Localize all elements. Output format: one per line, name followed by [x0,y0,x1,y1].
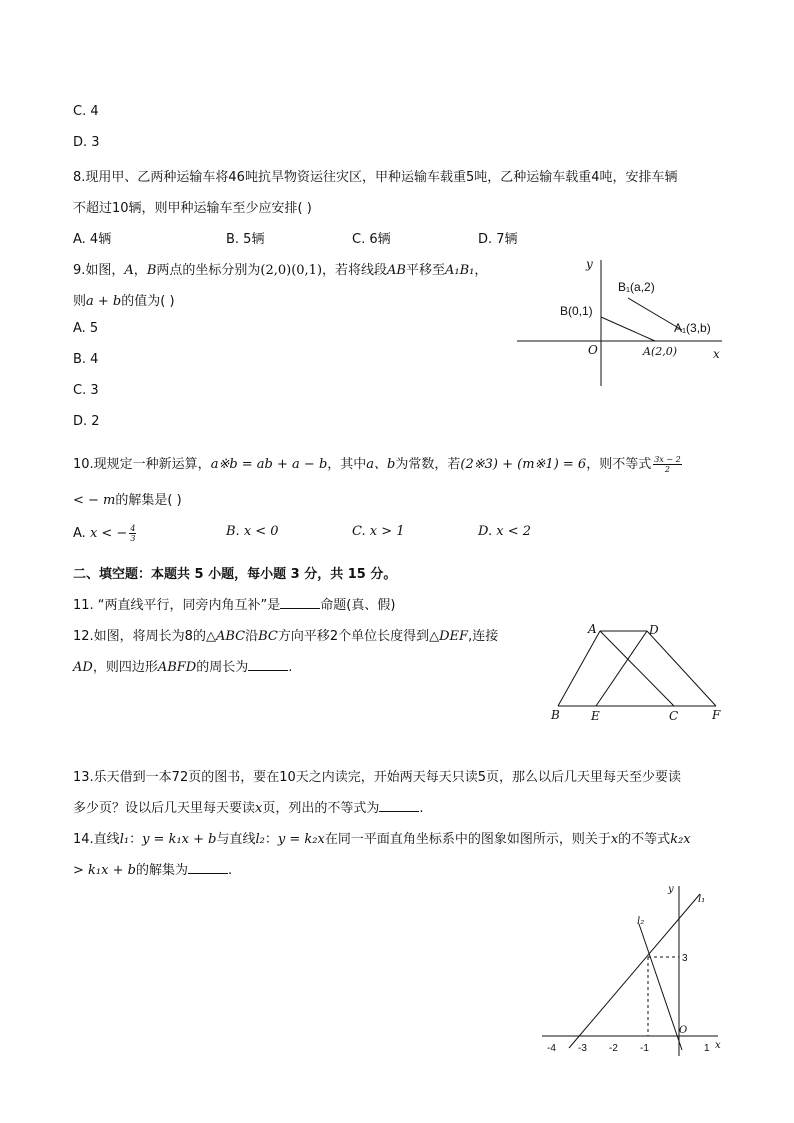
q12-quadrilateral: ABFD [157,660,197,675]
q9-point-a: A [124,263,134,278]
q14-text: 的不等式 [618,832,671,847]
q12-stem-line2 [73,656,292,675]
q9-text: ， [474,263,488,278]
q12-segment-ad: AD [73,660,93,675]
q14-line-l2-graph [639,924,682,1050]
q10-condition: (2※3) + (m※1) = 6 [460,457,587,472]
q9-text: ，若将线段 [322,263,388,278]
q12-text: ,连接 [468,629,499,644]
q14-line-l1: l₁ [119,832,130,847]
q14-answer-blank[interactable] [188,861,228,874]
q9-segment-a1b1: A₁B₁ [445,263,475,278]
q9-option-a: A. 5 [73,321,99,336]
q14-text: ： [129,832,143,847]
q13-stem-line2 [73,797,424,816]
q9-text: 的值为( ) [121,294,175,309]
q14-tick-1: 1 [704,1043,710,1054]
q10-text: 的解集是( ) [115,493,182,508]
q10-stem-line2 [73,489,182,508]
q14-inequality-rhs: > k₁x + b [73,863,136,878]
q10-text: 为常数，若 [395,457,461,472]
q12-segment-bc: BC [258,629,278,644]
q9-figure [510,252,730,390]
q10-constants: a、b [366,457,396,472]
q14-tick-neg3: -3 [578,1043,587,1054]
q9-expression: a + b [86,294,122,309]
q9-point-b: B [146,263,157,278]
q14-text: 的解集为 [135,863,188,878]
q9-text: 则 [73,294,87,309]
q12-label-c: C [669,709,679,723]
q12-text: ，则四边形 [92,660,158,675]
q12-label-f: F [712,708,721,722]
q10-option-a-fraction [129,524,136,543]
q12-triangle-abc: △ABC [205,629,246,644]
q10-inequality-rhs: < − m [73,493,116,508]
q12-stem-line1 [73,625,498,644]
q10-definition: a※b = ab + a − b [210,457,328,472]
q14-inequality-lhs: k₂x [670,832,691,847]
q9-label-b: B(0,1) [560,304,593,318]
q12-text: 12.如图，将周长为8的 [73,629,206,644]
q14-text: 在同一平面直角坐标系中的图象如图所示，则关于 [324,832,611,847]
q10-option-a-expr: x < − [89,526,128,541]
q8-option-a: A. 4辆 [73,232,112,247]
q7-option-c: C. 4 [73,104,99,119]
q12-triangle-def: △DEF [429,629,469,644]
q14-y-axis-label: y [668,884,674,895]
q9-segment-ab: AB [387,263,406,278]
q10-fraction [653,455,681,474]
q9-option-c: C. 3 [73,383,99,398]
q14-text: ： [264,832,278,847]
q9-stem-line2 [73,290,175,309]
q10-text: ，其中 [327,457,367,472]
q10-stem-line1 [73,453,684,474]
q11-answer-blank[interactable] [280,596,320,609]
q8-stem-line2: 不超过10辆，则甲种运输车至少应安排( ) [73,201,312,216]
q14-tick-neg2: -2 [609,1043,618,1054]
q13-answer-blank[interactable] [379,799,419,812]
q9-text: ， [133,263,147,278]
q9-y-axis-label: y [586,257,593,271]
q8-stem-line1: 8.现用甲、乙两种运输车将46吨抗旱物资运往灾区，甲种运输车载重5吨，乙种运输车载重4吨，安排车辆 [73,170,678,185]
q12-answer-blank[interactable] [248,658,288,671]
q11-text: 命题(真、假) [320,598,396,613]
q10-option-d: D. x < 2 [478,524,531,539]
section-2-title: 二、填空题：本题共 5 小题，每小题 3 分，共 15 分。 [73,567,397,582]
q14-stem-line1 [73,828,691,847]
q14-variable-x: x [610,832,619,847]
q9-coords: (2,0)(0,1) [260,263,323,278]
q14-equation-l2: y = k₂x [277,832,325,847]
q9-origin-label: O [588,343,598,357]
q10-fraction-denominator: 2 [664,465,670,474]
q13-text: 多少页？设以后几天里每天要读 [73,801,256,816]
q14-period: . [227,863,233,878]
q8-option-d: D. 7辆 [478,232,518,247]
q14-x-axis-label: x [715,1040,721,1051]
q11-text: 11. “两直线平行，同旁内角互补”是 [73,598,281,613]
q7-option-d: D. 3 [73,135,100,150]
q14-label-l1: l₁ [698,894,706,905]
q13-text: 页，列出的不等式为 [262,801,380,816]
q9-segment-ab-line [601,317,655,341]
q13-variable-x: x [255,801,263,816]
q13-stem-line1: 13.乐天借到一本72页的图书，要在10天之内读完，开始两天每天只读5页，那么以后几天里每天至少要读 [73,770,682,785]
q14-tick-y3: 3 [682,953,688,964]
q10-text: ，则不等式 [586,457,652,472]
q9-label-a1: A₁(3,b) [674,321,711,335]
q14-stem-line2 [73,859,232,878]
q14-text: 14.直线 [73,832,120,847]
q14-label-l2: l₂ [637,916,645,927]
q9-x-axis-label: x [713,347,720,361]
q10-fraction-numerator: 3x − 2 [654,455,681,464]
q9-text: 9.如图， [73,263,125,278]
q9-option-b: B. 4 [73,352,99,367]
q14-line-l2: l₂ [255,832,265,847]
q10-option-a-prefix: A. [73,526,90,541]
q14-tick-neg1: -1 [640,1043,649,1054]
q9-option-d: D. 2 [73,414,100,429]
q12-period: . [288,660,293,675]
q12-label-e: E [591,709,600,723]
q14-tick-neg4: -4 [547,1043,556,1054]
q8-option-b: B. 5辆 [226,232,265,247]
q14-origin-label: O [679,1025,688,1036]
q8-option-c: C. 6辆 [352,232,391,247]
q9-stem-line1 [73,259,487,278]
q12-text: 方向平移2个单位长度得到 [277,629,430,644]
q9-text: 两点的坐标分别为 [156,263,261,278]
q13-period: . [419,801,424,816]
q12-text: 的周长为 [196,660,249,675]
q10-text: 10.现规定一种新运算， [73,457,211,472]
q12-label-a: A [588,622,597,636]
q9-text: 平移至 [406,263,446,278]
q10-option-c: C. x > 1 [352,524,405,539]
q12-label-d: D [649,623,659,637]
q14-text: 与直线 [216,832,256,847]
q10-option-b: B. x < 0 [226,524,279,539]
q12-label-b: B [551,708,560,722]
q14-equation-l1: y = k₁x + b [142,832,217,847]
q9-label-b1: B₁(a,2) [618,280,655,294]
q11-stem [73,594,395,613]
q10-option-a-denominator: 3 [130,534,136,543]
q10-option-a [73,524,138,543]
q10-option-a-numerator: 4 [130,524,136,533]
q12-text: 沿 [245,629,259,644]
q9-label-a: A(2,0) [643,345,678,358]
q12-figure [540,618,730,728]
q14-figure [536,880,726,1058]
